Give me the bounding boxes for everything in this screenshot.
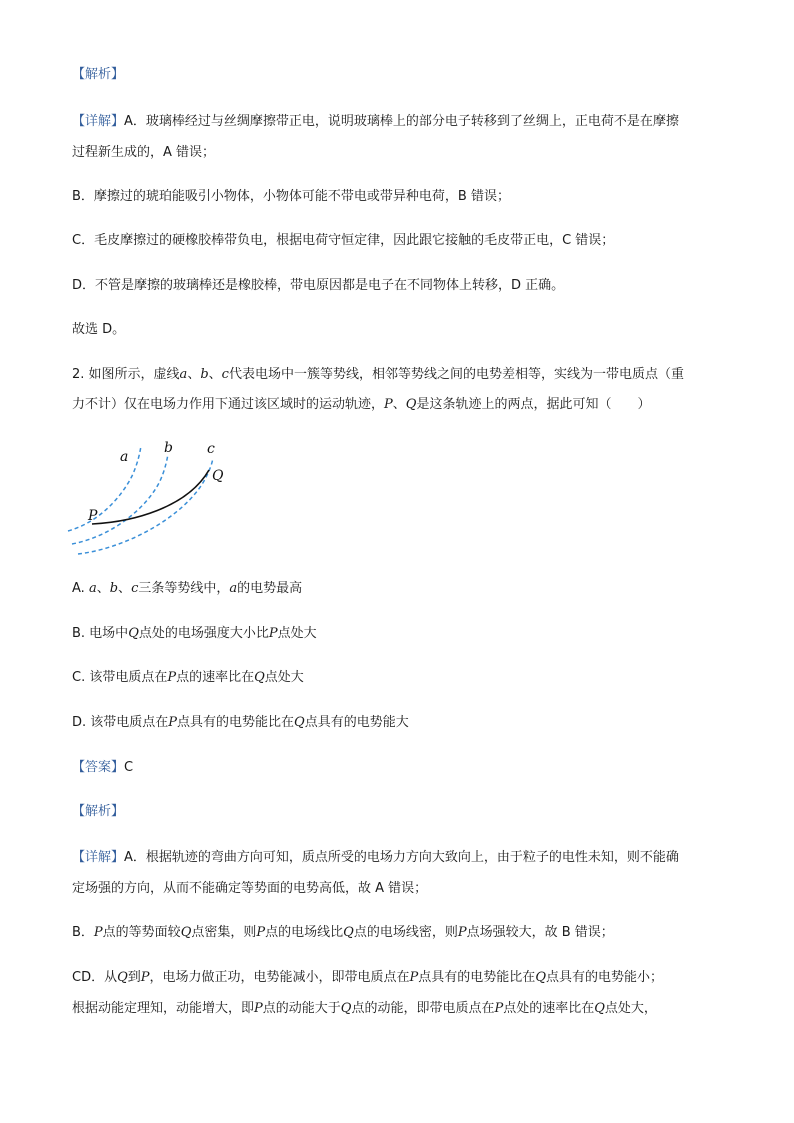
- detail-1-choice: 故选 D。: [72, 322, 126, 337]
- detail-1-a-line2: 过程新生成的，A 错误；: [72, 145, 216, 160]
- answer-label: 【答案】: [72, 760, 125, 775]
- answer-value: C: [124, 760, 134, 775]
- detail-tag: 【详解】: [72, 850, 125, 865]
- detail-2-cd-line2: 根据动能定理知，动能增大，即P点的动能大于Q点的动能，即带电质点在P点处的速率比在Q点处大，: [72, 1001, 657, 1016]
- detail-2-b: B．P点的等势面较Q点密集，则P点的电场线比Q点的电场线密，则P点场强较大，故 B 错误；: [72, 925, 614, 940]
- equipotential-line-b: [72, 454, 168, 544]
- label-Q: Q: [212, 468, 224, 484]
- analysis-label-1: 【解析】: [72, 67, 125, 82]
- label-b: b: [164, 440, 173, 456]
- detail-1-a-line1: [72, 113, 679, 131]
- label-P: P: [88, 508, 98, 524]
- equipotential-line-c: [78, 458, 213, 554]
- detail-2-a-line1: 【详解】A．根据轨迹的弯曲方向可知，质点所受的电场力方向大致向上，由于粒子的电性未知，则不能确: [72, 850, 679, 865]
- detail-1-c: C．毛皮摩擦过的硬橡胶棒带负电，根据电荷守恒定律，因此跟它接触的毛皮带正电，C 错误；: [72, 233, 615, 248]
- question-2-line1: 2. 如图所示，虚线a、b、c代表电场中一簇等势线，相邻等势线之间的电势差相等，实线为一带电质点（重: [72, 367, 684, 382]
- analysis-label-2: 【解析】: [72, 804, 125, 819]
- option-c: C. 该带电质点在P点的速率比在Q点处大: [72, 670, 304, 685]
- detail-tag: 【详解】: [72, 114, 125, 129]
- detail-2-a-line2: 定场强的方向，从而不能确定等势面的电势高低，故 A 错误；: [72, 881, 428, 896]
- detail-text: A．玻璃棒经过与丝绸摩擦带正电，说明玻璃棒上的部分电子转移到了丝绸上，正电荷不是在摩擦: [124, 114, 679, 129]
- option-a: A. a、b、c三条等势线中，a的电势最高: [72, 581, 303, 596]
- option-b: B. 电场中Q点处的电场强度大小比P点处大: [72, 626, 317, 641]
- detail-1-b: B．摩擦过的琥珀能吸引小物体，小物体可能不带电或带异种电荷，B 错误；: [72, 189, 510, 204]
- answer: [72, 759, 133, 777]
- label-c: c: [207, 441, 215, 457]
- detail-2-cd-line1: CD．从Q到P，电场力做正功，电势能减小，即带电质点在P点具有的电势能比在Q点具有的电势能小；: [72, 970, 663, 985]
- equipotential-figure: [62, 436, 242, 560]
- option-d: D. 该带电质点在P点具有的电势能比在Q点具有的电势能大: [72, 715, 409, 730]
- question-2-line2: 力不计）仅在电场力作用下通过该区域时的运动轨迹，P、Q是这条轨迹上的两点，据此可知（ ）: [72, 397, 651, 412]
- detail-1-d: D．不管是摩擦的玻璃棒还是橡胶棒，带电原因都是电子在不同物体上转移，D 正确。: [72, 278, 565, 293]
- label-a: a: [120, 449, 129, 465]
